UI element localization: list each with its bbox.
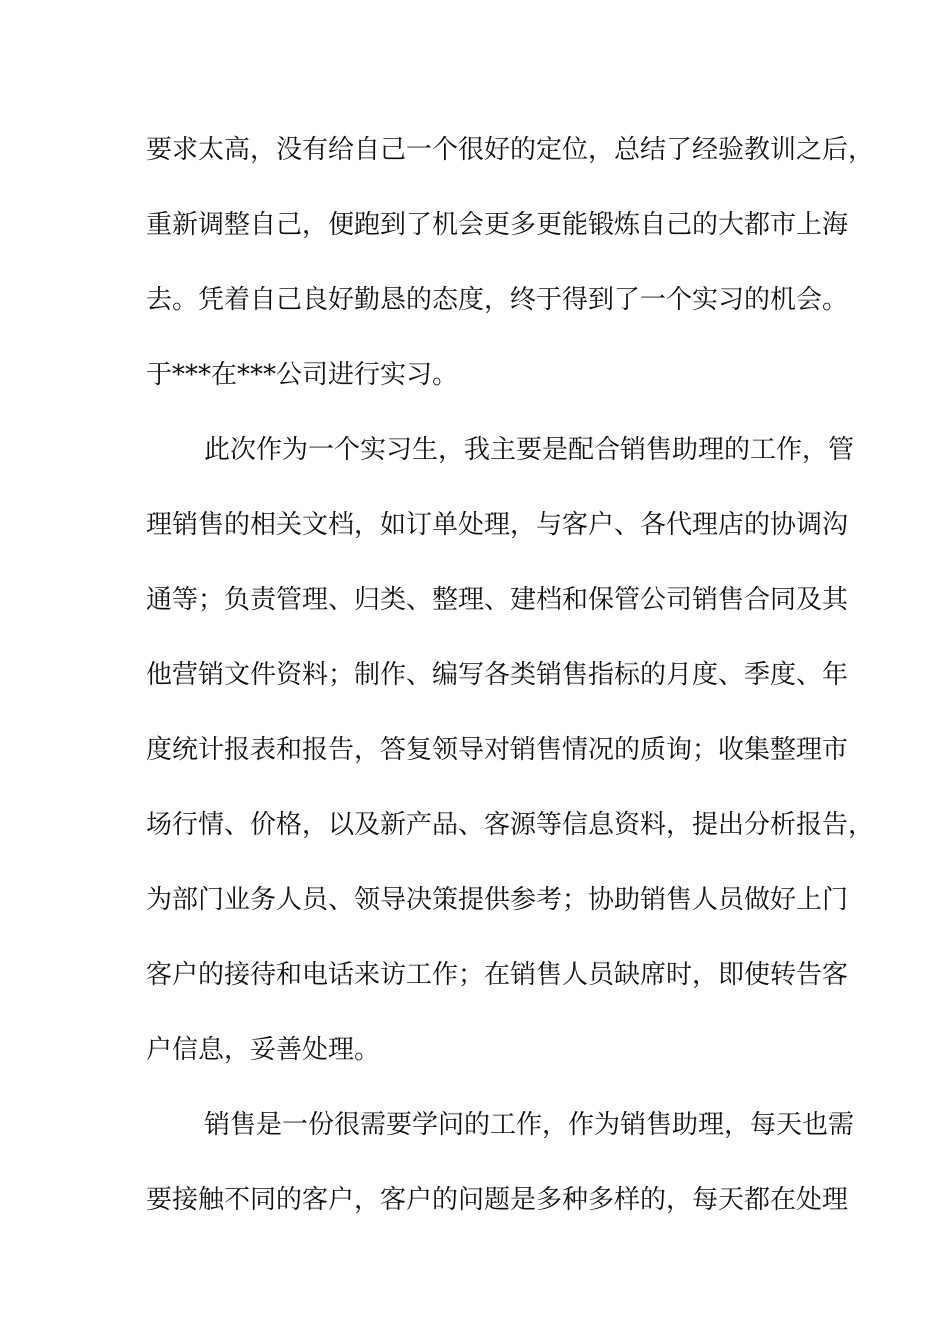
paragraph-line: 此次作为一个实习生，我主要是配合销售助理的工作，管 <box>204 435 855 465</box>
paragraph-line: 户信息，妥善处理。 <box>146 1035 381 1065</box>
paragraph-line: 于***在***公司进行实习。 <box>146 360 459 390</box>
paragraph-line: 去。凭着自己良好勤恳的态度，终于得到了一个实习的机会。 <box>146 285 849 315</box>
paragraph-line: 为部门业务人员、领导决策提供参考；协助销售人员做好上门 <box>146 885 849 915</box>
paragraph-line: 通等；负责管理、归类、整理、建档和保管公司销售合同及其 <box>146 585 849 615</box>
paragraph-line: 场行情、价格，以及新产品、客源等信息资料，提出分析报告， <box>146 810 875 840</box>
paragraph-line: 要接触不同的客户，客户的问题是多种多样的，每天都在处理 <box>146 1185 849 1215</box>
paragraph-line: 他营销文件资料；制作、编写各类销售指标的月度、季度、年 <box>146 660 849 690</box>
paragraph-line: 度统计报表和报告，答复领导对销售情况的质询；收集整理市 <box>146 735 849 765</box>
paragraph-line: 客户的接待和电话来访工作；在销售人员缺席时，即使转告客 <box>146 960 849 990</box>
paragraph-line: 理销售的相关文档，如订单处理，与客户、各代理店的协调沟 <box>146 510 849 540</box>
paragraph-line: 重新调整自己，便跑到了机会更多更能锻炼自己的大都市上海 <box>146 210 849 240</box>
paragraph-line: 销售是一份很需要学问的工作，作为销售助理，每天也需 <box>204 1110 855 1140</box>
paragraph-line: 要求太高，没有给自己一个很好的定位，总结了经验教训之后， <box>146 135 875 165</box>
